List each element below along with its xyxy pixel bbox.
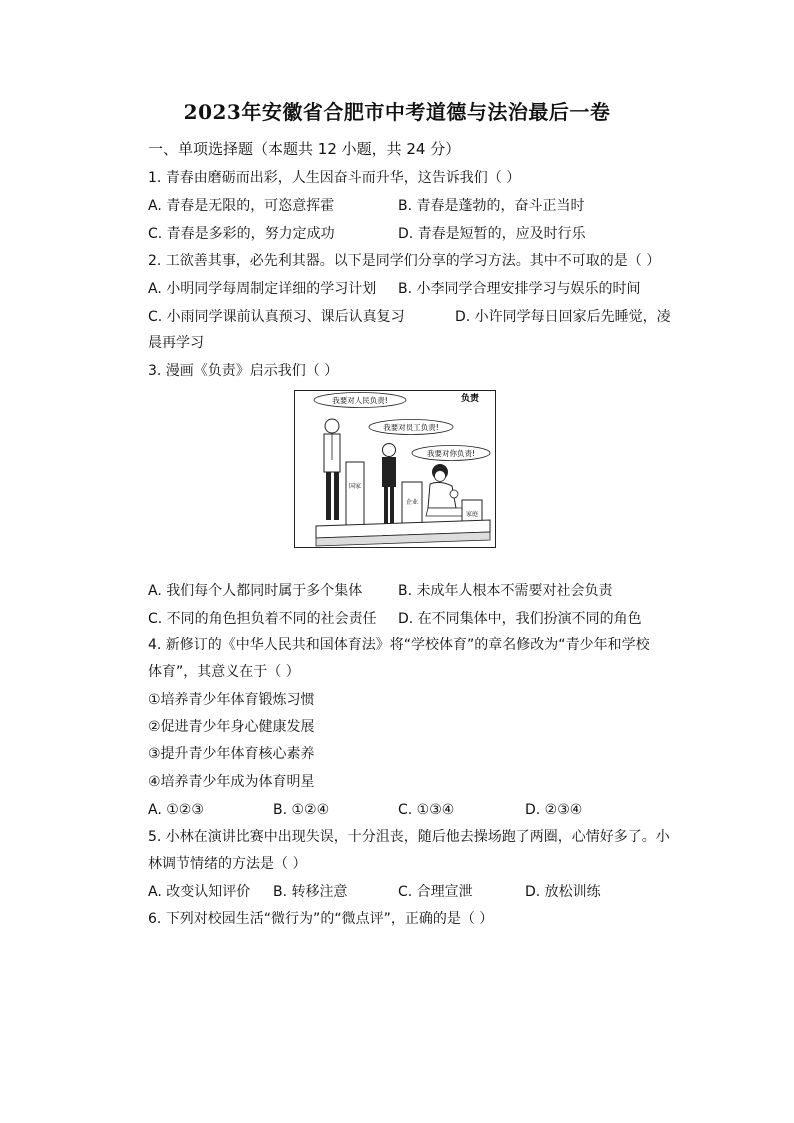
question-2-option-d: D. 小许同学每日回家后先睡觉，凌 (455, 309, 671, 325)
question-4-statement-4: ④培养青少年成为体育明星 (148, 774, 315, 790)
question-3-option-a: A. 我们每个人都同时属于多个集体 (148, 583, 363, 599)
cartoon-responsibility (294, 390, 496, 548)
cartoon-bubble-2: 我要对员工负责! (383, 423, 439, 432)
question-4-option-d: D. ②③④ (525, 802, 583, 818)
question-4-stem: 4. 新修订的《中华人民共和国体育法》将“学校体育”的章名修改为“青少年和学校 (148, 637, 650, 653)
question-5-option-d: D. 放松训练 (525, 884, 601, 900)
question-5-option-c: C. 合理宣泄 (398, 884, 473, 900)
cartoon-bubble-1: 我要对人民负责! (332, 396, 388, 405)
cartoon-label-family: 家庭 (465, 511, 479, 518)
question-1-option-b: B. 青春是蓬勃的，奋斗正当时 (398, 198, 585, 214)
question-4-statement-2: ②促进青少年身心健康发展 (148, 719, 315, 735)
cartoon-label-state: 国家 (348, 483, 362, 490)
cartoon-bubble-3: 我要对你负责! (426, 449, 476, 458)
question-2-stem: 2. 工欲善其事，必先利其器。以下是同学们分享的学习方法。其中不可取的是（ ） (148, 253, 661, 269)
question-1-option-d: D. 青春是短暂的，应及时行乐 (398, 226, 586, 242)
section-heading: 一、单项选择题（本题共 12 小题，共 24 分） (148, 140, 461, 158)
cartoon-title: 负责 (460, 394, 479, 404)
question-3-option-d: D. 在不同集体中，我们扮演不同的角色 (398, 611, 642, 627)
question-2-option-d-cont: 晨再学习 (148, 335, 204, 351)
question-2-option-c: C. 小雨同学课前认真预习、课后认真复习 (148, 309, 405, 325)
question-4-stem-cont: 体育”，其意义在于（ ） (148, 664, 300, 680)
question-2-option-b: B. 小李同学合理安排学习与娱乐的时间 (398, 281, 641, 297)
question-5-stem-cont: 林调节情绪的方法是（ ） (148, 856, 307, 872)
question-1-option-c: C. 青春是多彩的，努力定成功 (148, 226, 335, 242)
page-title: 2023年安徽省合肥市中考道德与法治最后一卷 (183, 100, 611, 124)
question-4-statement-1: ①培养青少年体育锻炼习惯 (148, 692, 315, 708)
question-3-option-c: C. 不同的角色担负着不同的社会责任 (148, 611, 377, 627)
question-5-option-b: B. 转移注意 (273, 884, 348, 900)
question-3-option-b: B. 未成年人根本不需要对社会负责 (398, 583, 613, 599)
question-2-option-a: A. 小明同学每周制定详细的学习计划 (148, 281, 377, 297)
question-4-option-a: A. ①②③ (148, 802, 204, 818)
question-5-stem: 5. 小林在演讲比赛中出现失误，十分沮丧，随后他去操场跑了两圈，心情好多了。小 (148, 829, 670, 845)
question-6-stem: 6. 下列对校园生活“微行为”的“微点评”，正确的是（ ） (148, 911, 494, 927)
question-3-stem: 3. 漫画《负责》启示我们（ ） (148, 363, 339, 379)
question-4-option-c: C. ①③④ (398, 802, 455, 818)
cartoon-label-company: 企业 (405, 499, 419, 506)
question-1-option-a: A. 青春是无限的，可恣意挥霍 (148, 198, 335, 214)
question-1-stem: 1. 青春由磨砺而出彩，人生因奋斗而升华，这告诉我们（ ） (148, 170, 521, 186)
question-5-option-a: A. 改变认知评价 (148, 884, 251, 900)
question-4-statement-3: ③提升青少年体育核心素养 (148, 746, 315, 762)
question-4-option-b: B. ①②④ (273, 802, 330, 818)
